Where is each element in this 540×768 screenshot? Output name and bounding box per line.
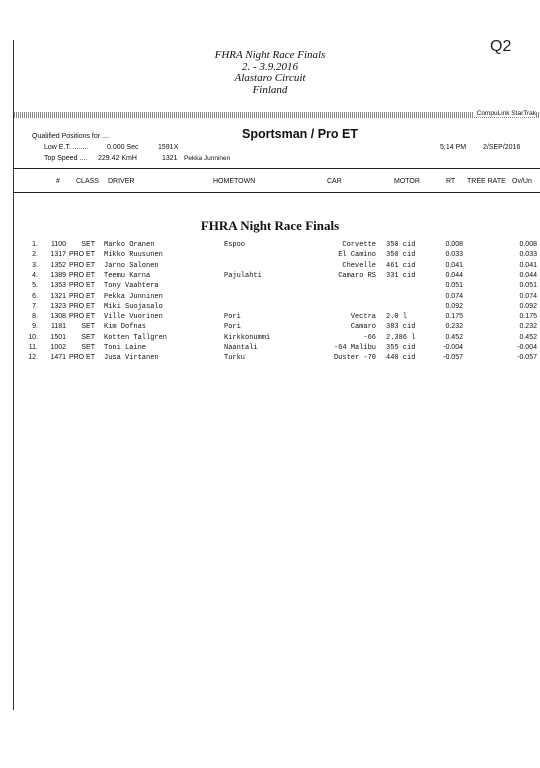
cell-driver: Jusa Virtanen (104, 354, 159, 363)
top-speed-driver: Pekka Junninen (184, 155, 231, 162)
table-row (0, 241, 540, 251)
cell-driver: Kim Dofnas (104, 323, 147, 332)
cell-ovun: 0.008 (519, 241, 537, 248)
cell-motor: 383 cid (386, 323, 416, 332)
cell-pos: 9. (32, 323, 38, 331)
cell-ovun: 0.041 (519, 261, 537, 269)
cell-num: 1100 (50, 241, 66, 248)
cell-num: 1321 (50, 292, 66, 300)
cell-car: Vectra (350, 313, 376, 322)
cell-rt: 0.041 (445, 261, 463, 269)
cell-ovun: 0.092 (519, 302, 537, 310)
low-et-code: 1591X (158, 144, 179, 151)
table-row (0, 334, 540, 344)
cell-driver: Jarno Salonen (104, 261, 159, 270)
col-number: # (56, 178, 60, 185)
cell-driver: Tony Vaahtera (104, 282, 159, 291)
cell-pos: 10. (28, 333, 38, 341)
cell-car: El Camino (338, 251, 376, 260)
cell-driver: Teemu Karna (104, 271, 151, 280)
cell-pos: 7. (32, 302, 38, 310)
cell-pos: 1. (32, 241, 38, 248)
top-speed-value: 229.42 KmH (98, 155, 137, 162)
table-row (0, 262, 540, 272)
cell-home: Kirkkonummi (224, 333, 271, 342)
cell-motor: 2.0 l (386, 313, 408, 322)
cell-rt: 0.074 (445, 292, 463, 300)
cell-driver: Miki Suojasalo (104, 302, 163, 311)
cell-motor: 350 cid (386, 251, 416, 260)
cell-rt: 0.008 (445, 241, 463, 248)
table-row (0, 354, 540, 364)
cell-cls: PRO ET (68, 313, 95, 321)
cell-ovun: 0.232 (519, 323, 537, 331)
handwritten-mark: Q2 (490, 38, 512, 55)
cell-cls: PRO ET (68, 261, 95, 269)
col-tree-rate: TREE RATE (467, 178, 506, 185)
cell-rt: -0.057 (443, 354, 463, 362)
cell-cls: PRO ET (68, 354, 95, 362)
top-speed-car: 1321 (162, 155, 178, 162)
cell-driver: Ville Vuorinen (104, 313, 163, 322)
cell-home: Naantali (224, 344, 258, 352)
cell-car: Camaro RS (338, 271, 376, 280)
event-dates: 2. - 3.9.2016 (242, 60, 298, 73)
cell-num: 1389 (50, 271, 66, 279)
report-date: 2/SEP/2016 (483, 144, 521, 151)
col-hometown: HOMETOWN (213, 178, 256, 185)
cell-cls: PRO ET (68, 271, 95, 279)
cell-rt: 0.051 (445, 282, 463, 290)
col-motor: MOTOR (394, 178, 420, 185)
event-header (0, 50, 540, 96)
cell-home: Pori (224, 323, 241, 332)
cell-pos: 5. (32, 282, 38, 290)
cell-num: 1002 (50, 344, 66, 351)
event-title: FHRA Night Race Finals (214, 49, 326, 61)
cell-car: -64 Malibu (333, 344, 376, 352)
cell-num: 1323 (50, 302, 66, 310)
cell-ovun: -0.057 (517, 354, 537, 362)
cell-motor: 461 cid (386, 261, 416, 270)
cell-cls: PRO ET (68, 282, 95, 290)
cell-home: Pori (224, 313, 241, 322)
cell-cls: PRO ET (68, 302, 95, 310)
table-row (0, 313, 540, 323)
cell-driver: Pekka Junninen (104, 292, 163, 301)
cell-pos: 2. (32, 251, 38, 259)
cell-driver: Toni Laine (104, 344, 147, 352)
cell-rt: 0.175 (445, 313, 463, 321)
cell-cls: PRO ET (68, 251, 95, 259)
cell-driver: Mikko Ruusunen (104, 251, 163, 260)
qualified-label: Qualified Positions for .... (32, 133, 110, 140)
cell-pos: 11. (28, 344, 38, 351)
table-row (0, 323, 540, 333)
cell-motor: 331 cid (386, 271, 416, 280)
cell-motor: 440 cid (386, 354, 416, 363)
class-title: Sportsman / Pro ET (242, 127, 358, 141)
cell-cls: SET (81, 344, 95, 351)
report-time: 5:14 PM (440, 144, 467, 151)
cell-pos: 3. (32, 261, 38, 269)
cell-ovun: 0.074 (519, 292, 537, 300)
hatched-divider (14, 112, 540, 118)
cell-motor: 355 cid (386, 344, 416, 352)
cell-home: Turku (224, 354, 246, 363)
event-country: Finland (252, 83, 288, 96)
col-class: CLASS (76, 178, 99, 185)
cell-ovun: -0.004 (517, 344, 537, 351)
col-driver: DRIVER (108, 178, 135, 185)
cell-ovun: 0.175 (519, 313, 537, 321)
cell-car: Chevelle (342, 261, 376, 270)
cell-driver: Marko Oranen (104, 241, 155, 249)
cell-motor: 2.386 l (386, 333, 416, 342)
table-row (0, 344, 540, 354)
low-et-label: Low E.T. ........ (44, 144, 89, 151)
cell-ovun: 0.452 (519, 333, 537, 341)
cell-rt: 0.033 (445, 251, 463, 259)
cell-num: 1352 (50, 261, 66, 269)
cell-rt: 0.232 (445, 323, 463, 331)
cell-home: Espoo (224, 241, 246, 249)
cell-num: 1471 (50, 354, 66, 362)
table-row (0, 282, 540, 292)
cell-cls: SET (81, 333, 95, 341)
cell-rt: 0.044 (445, 271, 463, 279)
cell-car: Camaro (350, 323, 376, 332)
table-row (0, 303, 540, 313)
cell-pos: 6. (32, 292, 38, 300)
race-title: FHRA Night Race Finals (200, 218, 340, 233)
cell-home: Pajulahti (224, 271, 262, 280)
cell-num: 1353 (50, 282, 66, 290)
cell-cls: SET (81, 241, 95, 248)
header-rule-top (14, 168, 540, 169)
table-row (0, 251, 540, 261)
cell-num: 1308 (50, 313, 66, 321)
cell-cls: PRO ET (68, 292, 95, 300)
cell-pos: 8. (32, 313, 38, 321)
cell-num: 1181 (50, 323, 66, 331)
cell-rt: -0.004 (443, 344, 463, 351)
table-row (0, 272, 540, 282)
col-rt: RT (446, 178, 456, 185)
event-circuit: Alastaro Circuit (234, 72, 306, 84)
left-margin-line (13, 40, 14, 710)
cell-car: -66 (363, 333, 376, 342)
top-speed-label: Top Speed .... (44, 155, 88, 162)
cell-ovun: 0.033 (519, 251, 537, 259)
cell-pos: 12. (28, 354, 38, 362)
cell-motor: 350 cid (386, 241, 416, 249)
cell-rt: 0.092 (445, 302, 463, 310)
header-rule-bottom (14, 192, 540, 193)
cell-ovun: 0.044 (519, 271, 537, 279)
col-car: CAR (327, 178, 342, 185)
cell-rt: 0.452 (445, 333, 463, 341)
low-et-value: 0.000 Sec (107, 144, 139, 151)
cell-cls: SET (81, 323, 95, 331)
cell-car: Duster -70 (333, 354, 376, 363)
col-ov-un: Ov/Un (512, 178, 532, 185)
cell-pos: 4. (32, 271, 38, 279)
table-row (0, 293, 540, 303)
cell-driver: Kotten Tallgren (104, 333, 168, 342)
cell-ovun: 0.051 (519, 282, 537, 290)
software-label: CompuLink StarTrak (474, 110, 536, 117)
cell-num: 1317 (50, 251, 66, 259)
cell-num: 1501 (50, 333, 66, 341)
cell-car: Corvette (342, 241, 376, 249)
